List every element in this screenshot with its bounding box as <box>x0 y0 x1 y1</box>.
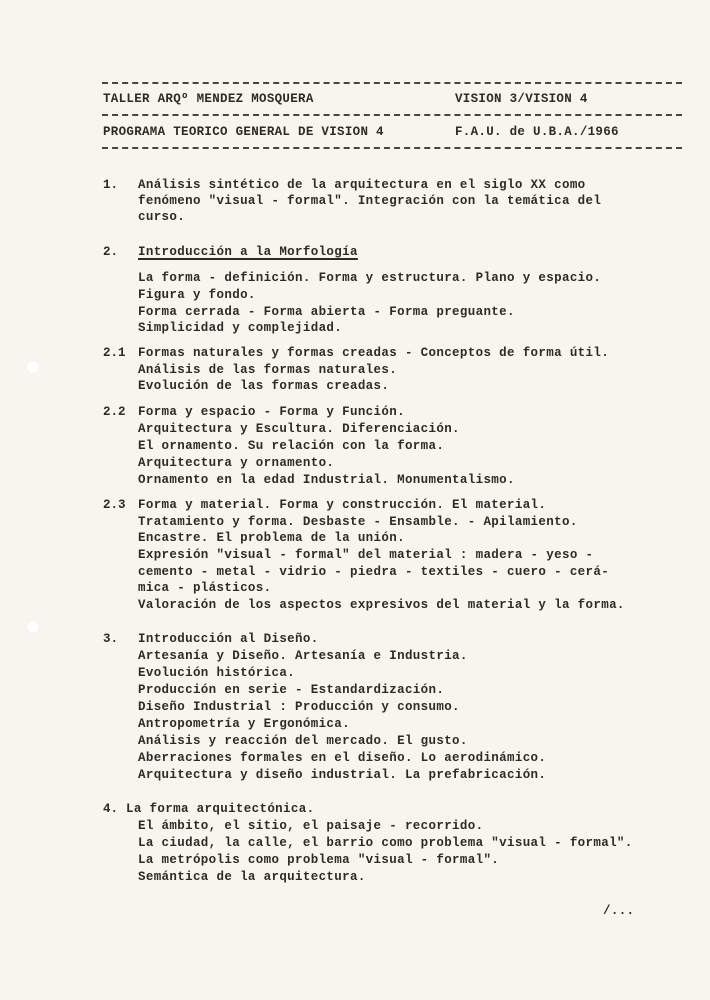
section-line: mica - plásticos. <box>138 581 272 595</box>
section-line: Arquitectura y ornamento. <box>138 456 335 470</box>
section-line: Evolución de las formas creadas. <box>138 379 390 393</box>
header-left: TALLER ARQº MENDEZ MOSQUERA <box>103 92 314 106</box>
header-rule-middle <box>102 114 682 116</box>
section-line: La ciudad, la calle, el barrio como problema "visual - formal". <box>138 836 633 850</box>
section-line: Valoración de los aspectos expresivos del material y la forma. <box>138 598 625 612</box>
subheader-left: PROGRAMA TEORICO GENERAL DE VISION 4 <box>103 125 384 139</box>
section-line: La forma - definición. Forma y estructura. Plano y espacio. <box>138 271 602 285</box>
section-line: Introducción al Diseño. <box>138 632 319 646</box>
subheader-right: F.A.U. de U.B.A./1966 <box>455 125 619 139</box>
section-line: Forma y espacio - Forma y Función. <box>138 405 405 419</box>
section-number: 4. <box>103 802 119 816</box>
section-line: Tratamiento y forma. Desbaste - Ensamble. - Apilamiento. <box>138 515 578 529</box>
section-line: Simplicidad y complejidad. <box>138 321 343 335</box>
section-line: Evolución histórica. <box>138 666 296 680</box>
section-number: 2. <box>103 245 119 259</box>
section-line: curso. <box>138 210 186 224</box>
section-line: Forma cerrada - Forma abierta - Forma preguante. <box>138 305 515 319</box>
continuation-mark: /... <box>603 904 635 918</box>
section-title: La forma arquitectónica. <box>126 802 315 816</box>
section-line: fenómeno "visual - formal". Integración con la temática del <box>138 194 602 208</box>
section-line: Encastre. El problema de la unión. <box>138 531 405 545</box>
section-number: 2.1 <box>103 346 126 360</box>
section-line: Diseño Industrial : Producción y consumo. <box>138 700 460 714</box>
section-number: 2.2 <box>103 405 126 419</box>
binder-hole-bottom <box>26 620 40 634</box>
section-line: Ornamento en la edad Industrial. Monumentalismo. <box>138 473 515 487</box>
header-rule-bottom <box>102 147 682 149</box>
section-line: Análisis sintético de la arquitectura en el siglo XX como <box>138 178 586 192</box>
section-line: Formas naturales y formas creadas - Conceptos de forma útil. <box>138 346 610 360</box>
section-number: 2.3 <box>103 498 126 512</box>
section-title: Introducción a la Morfología <box>138 245 358 259</box>
section-line: Figura y fondo. <box>138 288 256 302</box>
header-right: VISION 3/VISION 4 <box>455 92 588 106</box>
section-number: 1. <box>103 178 119 192</box>
section-line: El ámbito, el sitio, el paisaje - recorrido. <box>138 819 484 833</box>
section-line: Análisis de las formas naturales. <box>138 363 398 377</box>
section-line: Expresión "visual - formal" del material : madera - yeso - <box>138 548 594 562</box>
section-line: Antropometría y Ergonómica. <box>138 717 350 731</box>
section-line: La metrópolis como problema "visual - formal". <box>138 853 500 867</box>
section-line: Producción en serie - Estandardización. <box>138 683 445 697</box>
section-line: Artesanía y Diseño. Artesanía e Industria. <box>138 649 468 663</box>
section-number: 3. <box>103 632 119 646</box>
section-line: Arquitectura y diseño industrial. La prefabricación. <box>138 768 547 782</box>
section-line: Forma y material. Forma y construcción. El material. <box>138 498 547 512</box>
section-line: Arquitectura y Escultura. Diferenciación. <box>138 422 460 436</box>
section-line: cemento - metal - vidrio - piedra - textiles - cuero - cerá- <box>138 565 610 579</box>
binder-hole-top <box>26 360 40 374</box>
section-line: El ornamento. Su relación con la forma. <box>138 439 445 453</box>
section-line: Análisis y reacción del mercado. El gusto. <box>138 734 468 748</box>
section-line: Semántica de la arquitectura. <box>138 870 366 884</box>
section-line: Aberraciones formales en el diseño. Lo aerodinámico. <box>138 751 547 765</box>
header-rule-top <box>102 82 682 84</box>
